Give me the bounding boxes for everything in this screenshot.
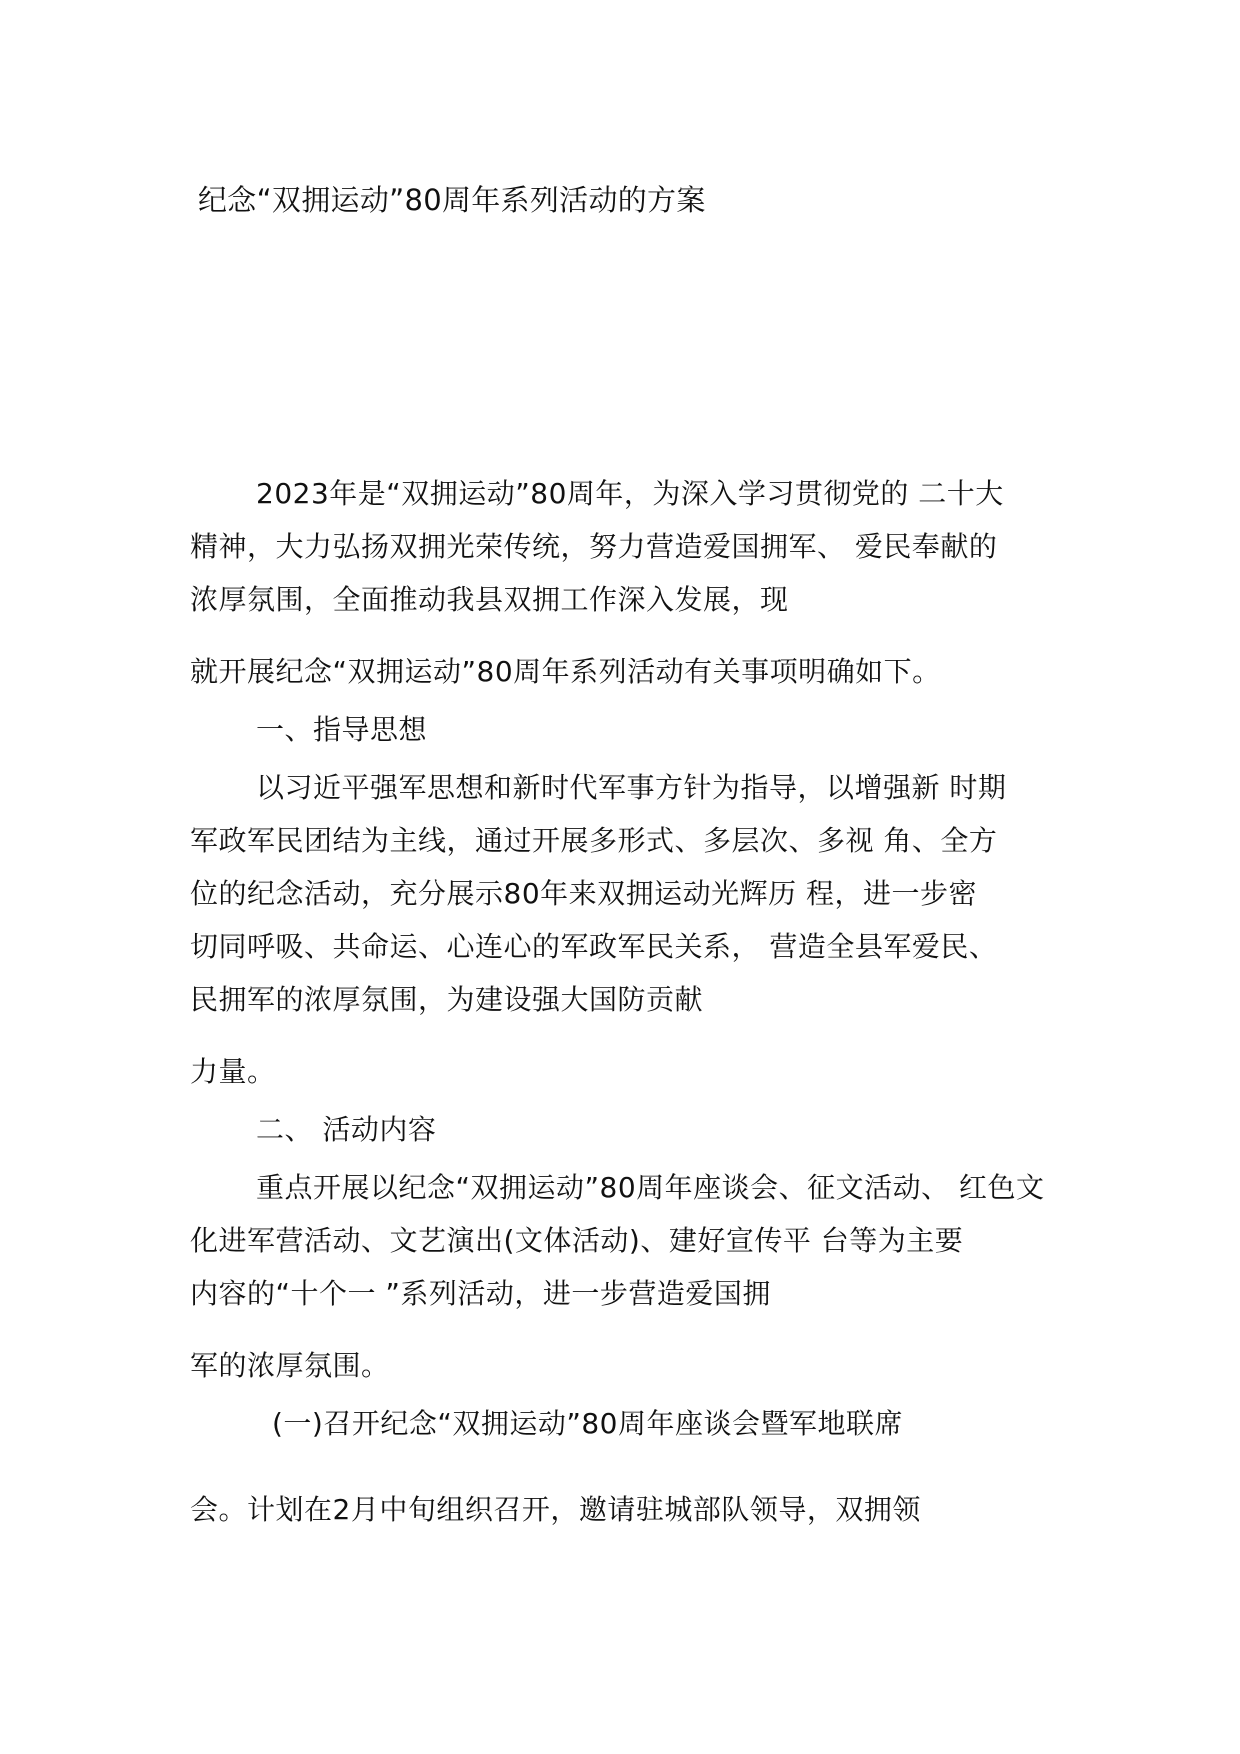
paragraph-line: 就开展纪念“双拥运动”80周年系列活动有关事项明确如下。 xyxy=(190,655,941,688)
section-heading: 二、 活动内容 xyxy=(256,1113,437,1146)
paragraph-line: 力量。 xyxy=(190,1055,276,1088)
paragraph-line: 内容的“十个一 ”系列活动，进一步营造爱国拥 xyxy=(190,1277,771,1310)
paragraph-line: 位的纪念活动，充分展示80年来双拥运动光辉历 程，进一步密 xyxy=(190,877,978,910)
paragraph-line: 精神，大力弘扬双拥光荣传统，努力营造爱国拥军、 爱民奉献的 xyxy=(190,530,998,563)
paragraph-line: 浓厚氛围，全面推动我县双拥工作深入发展，现 xyxy=(190,583,789,616)
paragraph-line: 军的浓厚氛围。 xyxy=(190,1349,390,1382)
section-heading: 一、指导思想 xyxy=(256,713,428,746)
paragraph-line: 重点开展以纪念“双拥运动”80周年座谈会、征文活动、 红色文 xyxy=(256,1171,1045,1204)
document-title: 纪念“双拥运动”80周年系列活动的方案 xyxy=(198,183,706,217)
paragraph-line: 2023年是“双拥运动”80周年，为深入学习贯彻党的 二十大 xyxy=(256,477,1004,510)
paragraph-line: 化进军营活动、文艺演出(文体活动)、建好宣传平 台等为主要 xyxy=(190,1224,964,1257)
paragraph-line: 以习近平强军思想和新时代军事方针为指导，以增强新 时期 xyxy=(256,771,1007,804)
subsection-heading: (一)召开纪念“双拥运动”80周年座谈会暨军地联席 xyxy=(272,1407,903,1440)
paragraph-line: 民拥军的浓厚氛围，为建设强大国防贡献 xyxy=(190,983,704,1016)
paragraph-line: 会。计划在2月中旬组织召开，邀请驻城部队领导，双拥领 xyxy=(190,1493,921,1526)
paragraph-line: 军政军民团结为主线，通过开展多形式、多层次、多视 角、全方 xyxy=(190,824,998,857)
paragraph-line: 切同呼吸、共命运、心连心的军政军民关系， 营造全县军爱民、 xyxy=(190,930,998,963)
